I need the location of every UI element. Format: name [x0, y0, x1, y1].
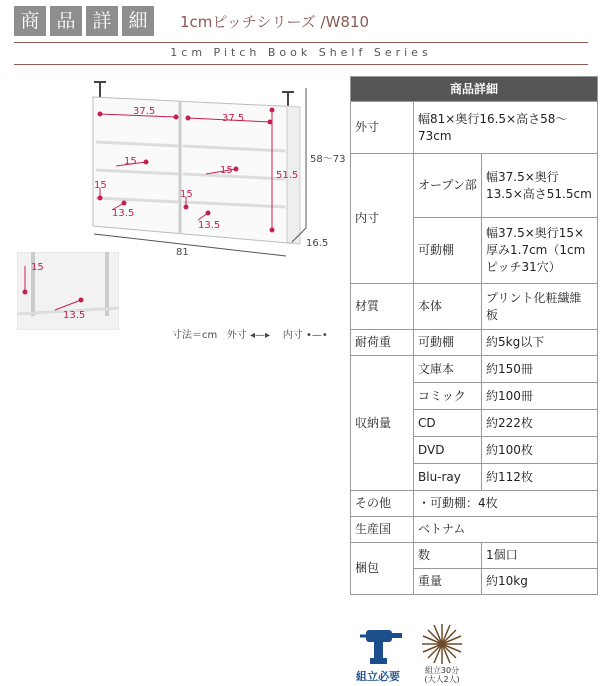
shelf-detail-zoom [17, 252, 119, 330]
spec-label: 梱包 [351, 543, 414, 595]
dimension-legend [172, 326, 328, 341]
spec-value: 1個口 [482, 543, 598, 569]
capacity-value: 約100冊 [482, 383, 598, 410]
dim-label: 15 [94, 180, 107, 191]
product-series-subtitle: 1cm Pitch Book Shelf Series [170, 46, 432, 59]
spec-sublabel: 重量 [414, 569, 482, 595]
dim-label: 81 [176, 247, 189, 258]
dim-label: 37.5 [222, 113, 245, 124]
spec-sublabel: オープン部 [414, 154, 482, 218]
spec-sublabel: 本体 [414, 284, 482, 330]
assembly-people-text: (大人2人) [424, 675, 460, 684]
spec-value: 幅37.5×奥行15×厚み1.7cm（1cmピッチ31穴） [482, 218, 598, 284]
spec-sublabel: 可動棚 [414, 330, 482, 356]
capacity-item: DVD [414, 437, 482, 464]
dim-label: 58〜73 [310, 154, 345, 165]
assembly-required-label: 組立必要 [356, 670, 400, 683]
shelf-dimension-diagram [0, 70, 345, 270]
assembly-time-label [420, 666, 464, 684]
spec-label: その他 [351, 491, 414, 517]
product-series-title: 1cmピッチシリーズ /W810 [180, 13, 370, 31]
title-char: 品 [50, 6, 82, 36]
dim-label: 13.5 [112, 208, 135, 219]
spec-sublabel: 可動棚 [414, 218, 482, 284]
spec-heading: 商品詳細 [351, 77, 598, 102]
capacity-item: コミック [414, 383, 482, 410]
header-divider [14, 42, 588, 43]
capacity-item: 文庫本 [414, 356, 482, 383]
dim-label: 15 [180, 189, 193, 200]
spec-label: 収納量 [351, 356, 414, 491]
spec-label: 外寸 [351, 102, 414, 154]
spec-table [350, 76, 598, 595]
anti-tip-pole [94, 82, 106, 98]
inner-note: 内寸 [282, 330, 303, 341]
dim-label: 16.5 [306, 238, 329, 249]
dot-line-icon: •—• [305, 330, 328, 341]
title-char: 細 [122, 6, 154, 36]
arrow-both-icon: ◂—▸ [249, 330, 271, 341]
spec-label: 内寸 [351, 154, 414, 284]
title-char: 商 [14, 6, 46, 36]
spec-value: プリント化粧繊維板 [482, 284, 598, 330]
spec-value: ベトナム [414, 517, 598, 543]
dim-label: 51.5 [276, 170, 299, 181]
spec-label: 耐荷重 [351, 330, 414, 356]
dim-label: 15 [31, 262, 44, 273]
page-header [14, 6, 588, 70]
dim-label: 13.5 [198, 220, 221, 231]
dim-label: 15 [220, 165, 233, 176]
spec-value: 幅81×奥行16.5×高さ58〜73cm [414, 102, 598, 154]
dim-label: 37.5 [133, 106, 156, 117]
capacity-item: CD [414, 410, 482, 437]
drill-icon [358, 622, 406, 668]
capacity-value: 約222枚 [482, 410, 598, 437]
header-divider [14, 64, 588, 65]
capacity-value: 約100枚 [482, 437, 598, 464]
capacity-item: Blu-ray [414, 464, 482, 491]
unit-note: 寸法＝cm [172, 330, 218, 341]
spec-sublabel: 数 [414, 543, 482, 569]
spec-label: 材質 [351, 284, 414, 330]
capacity-value: 約112枚 [482, 464, 598, 491]
assembly-time-text: 組立30分 [424, 666, 460, 675]
spec-value: ・可動棚：4枚 [414, 491, 598, 517]
assembly-time-icon [420, 622, 464, 666]
title-char: 詳 [86, 6, 118, 36]
spec-value: 約10kg [482, 569, 598, 595]
outer-note: 外寸 [226, 330, 247, 341]
dim-label: 15 [124, 156, 137, 167]
spec-value: 幅37.5×奥行13.5×高さ51.5cm [482, 154, 598, 218]
spec-value: 約5kg以下 [482, 330, 598, 356]
dim-label: 13.5 [63, 310, 86, 321]
spec-label: 生産国 [351, 517, 414, 543]
capacity-value: 約150冊 [482, 356, 598, 383]
